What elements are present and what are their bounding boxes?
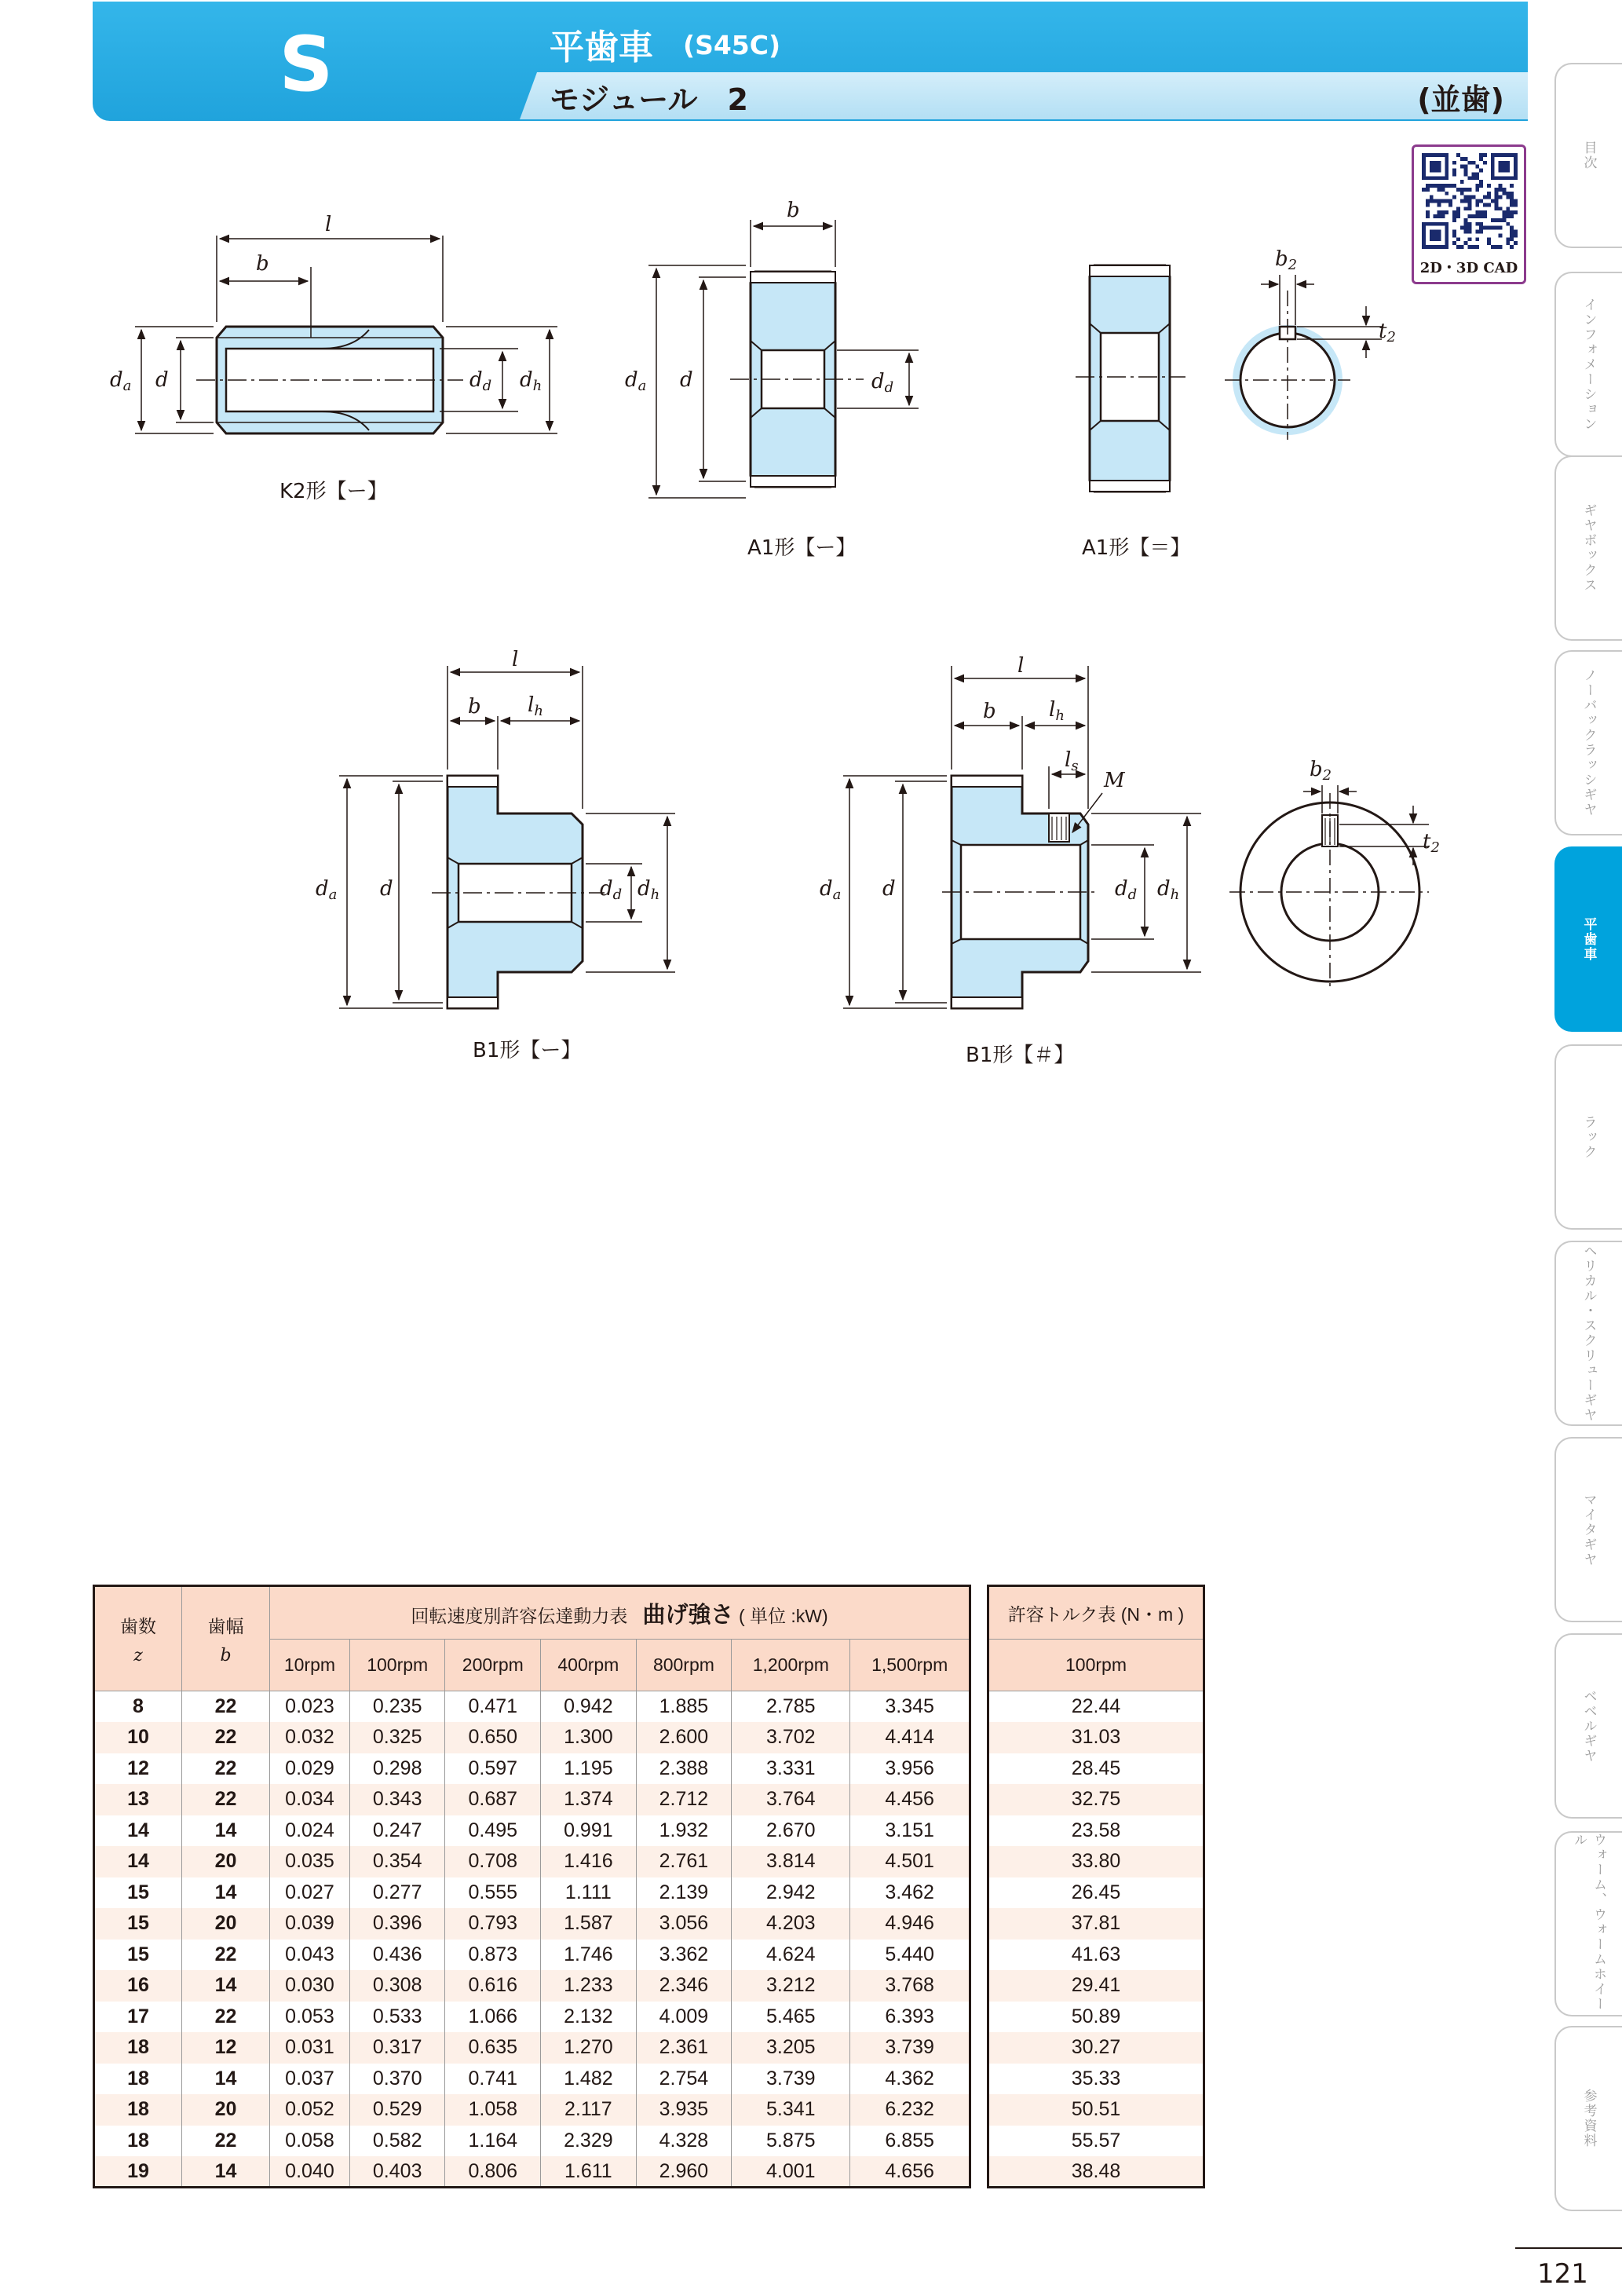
table-row <box>94 1815 970 1847</box>
power-cell: 0.942 <box>541 1691 637 1723</box>
power-cell: 0.635 <box>445 2032 541 2064</box>
power-cell: 1.587 <box>541 1908 637 1940</box>
power-cell: 2.132 <box>541 2002 637 2033</box>
power-cell: 0.023 <box>270 1691 350 1723</box>
power-cell: 0.027 <box>270 1877 350 1909</box>
torque-cell: 37.81 <box>988 1908 1204 1940</box>
power-cell: 3.739 <box>732 2064 850 2095</box>
svg-text:dd: dd <box>871 370 894 396</box>
teeth-cell: 12 <box>94 1753 182 1785</box>
torque-cell: 30.27 <box>988 2032 1204 2064</box>
power-cell: 1.058 <box>445 2094 541 2126</box>
power-cell: 3.462 <box>850 1877 970 1909</box>
svg-text:t2: t2 <box>1379 320 1396 345</box>
power-cell: 4.009 <box>636 2002 732 2033</box>
power-cell: 5.440 <box>850 1940 970 1971</box>
power-cell: 1.746 <box>541 1940 637 1971</box>
power-cell: 4.414 <box>850 1722 970 1753</box>
power-cell: 3.764 <box>732 1784 850 1815</box>
power-cell: 4.456 <box>850 1784 970 1815</box>
power-cell: 4.203 <box>732 1908 850 1940</box>
power-cell: 0.053 <box>270 2002 350 2033</box>
svg-text:dd: dd <box>469 368 492 394</box>
diagram-a1-key-label: A1形【＝】 <box>1082 536 1191 560</box>
table-row <box>988 1846 1204 1877</box>
svg-text:lh: lh <box>1049 698 1065 724</box>
width-cell: 22 <box>182 1722 270 1753</box>
svg-text:lh: lh <box>528 693 543 719</box>
teeth-cell: 17 <box>94 2002 182 2033</box>
svg-text:dh: dh <box>520 368 542 394</box>
power-cell: 1.416 <box>541 1846 637 1877</box>
side-tab-label: ノーバックラッシギヤ <box>1580 668 1597 817</box>
torque-cell: 32.75 <box>988 1784 1204 1815</box>
power-cell: 1.195 <box>541 1753 637 1785</box>
teeth-cell: 15 <box>94 1877 182 1909</box>
power-cell: 0.031 <box>270 2032 350 2064</box>
torque-cell: 41.63 <box>988 1940 1204 1971</box>
table-row <box>94 1846 970 1877</box>
svg-text:da: da <box>110 368 132 394</box>
width-cell: 20 <box>182 1846 270 1877</box>
teeth-cell: 19 <box>94 2156 182 2188</box>
side-tab-label: ギヤボックス <box>1580 503 1597 593</box>
side-tab-label: ベベルギヤ <box>1580 1688 1597 1764</box>
page-title: 平歯車 <box>550 27 653 68</box>
table-row <box>94 2064 970 2095</box>
svg-text:dd: dd <box>1115 877 1138 903</box>
page-number-rule <box>1515 2247 1622 2249</box>
rpm-header: 1,200rpm <box>732 1640 850 1691</box>
svg-text:da: da <box>316 877 338 903</box>
power-cell: 1.300 <box>541 1722 637 1753</box>
diagram-b1-plain <box>316 648 675 1062</box>
power-cell: 0.037 <box>270 2064 350 2095</box>
power-cell: 6.393 <box>850 2002 970 2033</box>
power-cell: 0.354 <box>349 1846 445 1877</box>
diagram-b1-set-label: B1形【＃】 <box>966 1044 1075 1067</box>
table-row <box>94 1691 970 1723</box>
width-cell: 22 <box>182 1691 270 1723</box>
power-cell: 2.329 <box>541 2126 637 2157</box>
table-row <box>988 1815 1204 1847</box>
power-cell: 0.277 <box>349 1877 445 1909</box>
power-cell: 2.361 <box>636 2032 732 2064</box>
svg-text:d: d <box>380 877 393 901</box>
diagram-k2-label: K2形【ー】 <box>279 480 388 503</box>
side-tab-label: 参考資料 <box>1580 2089 1597 2148</box>
width-cell: 22 <box>182 1753 270 1785</box>
svg-text:b: b <box>256 252 269 276</box>
power-cell: 0.741 <box>445 2064 541 2095</box>
svg-text:b: b <box>787 199 800 222</box>
power-cell: 1.932 <box>636 1815 732 1847</box>
power-cell: 3.205 <box>732 2032 850 2064</box>
power-cell: 0.370 <box>349 2064 445 2095</box>
torque-cell: 50.89 <box>988 2002 1204 2033</box>
power-cell: 5.465 <box>732 2002 850 2033</box>
power-cell: 0.039 <box>270 1908 350 1940</box>
side-tab-label: 目次 <box>1580 141 1597 170</box>
width-cell: 14 <box>182 2064 270 2095</box>
power-cell: 4.001 <box>732 2156 850 2188</box>
power-cell: 3.345 <box>850 1691 970 1723</box>
torque-cell: 28.45 <box>988 1753 1204 1785</box>
table-row <box>94 2032 970 2064</box>
power-cell: 0.650 <box>445 1722 541 1753</box>
diagram-b1-set <box>820 654 1440 1067</box>
page-number: 121 <box>1537 2258 1588 2290</box>
table-row <box>988 2156 1204 2188</box>
torque-rpm-header: 100rpm <box>988 1640 1204 1691</box>
side-tab-label: ウォーム、ウォームホイール <box>1571 1833 1606 2012</box>
power-cell: 1.270 <box>541 2032 637 2064</box>
torque-cell: 26.45 <box>988 1877 1204 1909</box>
table-row <box>988 1784 1204 1815</box>
power-cell: 0.991 <box>541 1815 637 1847</box>
teeth-cell: 15 <box>94 1940 182 1971</box>
power-cell: 4.656 <box>850 2156 970 2188</box>
torque-header: 許容トルク表 (N・m ) <box>988 1586 1204 1640</box>
power-cell: 0.597 <box>445 1753 541 1785</box>
table-row <box>988 1970 1204 2002</box>
table-row <box>988 1753 1204 1785</box>
torque-cell: 38.48 <box>988 2156 1204 2188</box>
power-cell: 0.471 <box>445 1691 541 1723</box>
side-tab[interactable] <box>1554 455 1622 641</box>
power-cell: 0.024 <box>270 1815 350 1847</box>
side-tab[interactable] <box>1554 272 1622 457</box>
svg-text:l: l <box>512 648 519 671</box>
side-tab-label: ヘリカル・スクリューギヤ <box>1580 1244 1597 1423</box>
svg-text:dh: dh <box>1157 877 1180 903</box>
power-cell: 0.035 <box>270 1846 350 1877</box>
power-cell: 5.875 <box>732 2126 850 2157</box>
teeth-cell: 18 <box>94 2032 182 2064</box>
power-cell: 2.942 <box>732 1877 850 1909</box>
torque-cell: 29.41 <box>988 1970 1204 2002</box>
power-cell: 0.396 <box>349 1908 445 1940</box>
power-cell: 0.058 <box>270 2126 350 2157</box>
side-tab[interactable] <box>1554 1241 1622 1426</box>
power-cell: 4.328 <box>636 2126 732 2157</box>
power-cell: 2.754 <box>636 2064 732 2095</box>
power-cell: 0.247 <box>349 1815 445 1847</box>
power-cell: 4.946 <box>850 1908 970 1940</box>
col-width-header: 歯幅 b <box>182 1586 270 1691</box>
svg-text:b2: b2 <box>1275 247 1298 273</box>
power-cell: 1.066 <box>445 2002 541 2033</box>
svg-text:dh: dh <box>637 877 660 903</box>
power-cell: 0.529 <box>349 2094 445 2126</box>
side-tab-label: 平歯車 <box>1580 916 1597 962</box>
table-row <box>988 1691 1204 1723</box>
rpm-header: 10rpm <box>270 1640 350 1691</box>
power-cell: 0.403 <box>349 2156 445 2188</box>
torque-cell: 33.80 <box>988 1846 1204 1877</box>
power-cell: 0.793 <box>445 1908 541 1940</box>
power-cell: 4.362 <box>850 2064 970 2095</box>
width-cell: 22 <box>182 1784 270 1815</box>
width-cell: 22 <box>182 1940 270 1971</box>
power-cell: 0.873 <box>445 1940 541 1971</box>
svg-text:da: da <box>820 877 842 903</box>
power-cell: 0.032 <box>270 1722 350 1753</box>
svg-text:ls: ls <box>1065 748 1079 774</box>
svg-text:b: b <box>983 700 996 723</box>
power-cell: 1.885 <box>636 1691 732 1723</box>
svg-text:M: M <box>1104 769 1125 792</box>
power-group-header: 回転速度別許容伝達動力表 曲げ強さ ( 単位 :kW) <box>270 1586 970 1640</box>
table-row <box>94 2156 970 2188</box>
power-cell: 0.043 <box>270 1940 350 1971</box>
power-cell: 3.212 <box>732 1970 850 2002</box>
power-cell: 0.034 <box>270 1784 350 1815</box>
width-cell: 14 <box>182 1815 270 1847</box>
table-row <box>94 1877 970 1909</box>
table-row <box>94 1784 970 1815</box>
side-tab-label: ラック <box>1580 1114 1597 1160</box>
svg-text:d: d <box>680 368 693 392</box>
svg-text:da: da <box>625 368 647 394</box>
power-cell: 0.687 <box>445 1784 541 1815</box>
teeth-cell: 18 <box>94 2064 182 2095</box>
power-cell: 3.331 <box>732 1753 850 1785</box>
torque-table <box>987 1585 1205 2188</box>
torque-table-body <box>988 1691 1204 2188</box>
diagram-a1-plain-label: A1形【ー】 <box>747 536 857 560</box>
module-label: モジュール 2 <box>550 82 748 117</box>
torque-cell: 50.51 <box>988 2094 1204 2126</box>
table-row <box>988 1908 1204 1940</box>
teeth-cell: 15 <box>94 1908 182 1940</box>
power-cell: 2.600 <box>636 1722 732 1753</box>
side-tab[interactable] <box>1554 2026 1622 2211</box>
power-cell: 0.317 <box>349 2032 445 2064</box>
rpm-header: 100rpm <box>349 1640 445 1691</box>
side-tab[interactable] <box>1554 1633 1622 1819</box>
power-cell: 2.388 <box>636 1753 732 1785</box>
table-row <box>988 2032 1204 2064</box>
power-cell: 0.030 <box>270 1970 350 2002</box>
teeth-cell: 18 <box>94 2126 182 2157</box>
svg-text:b: b <box>468 695 481 718</box>
power-cell: 0.582 <box>349 2126 445 2157</box>
table-row <box>94 1908 970 1940</box>
side-tab[interactable] <box>1554 1831 1622 2016</box>
table-row <box>94 2094 970 2126</box>
svg-text:t2: t2 <box>1423 830 1440 856</box>
rpm-header: 400rpm <box>541 1640 637 1691</box>
width-cell: 12 <box>182 2032 270 2064</box>
svg-text:l: l <box>1017 654 1025 678</box>
table-row <box>988 1722 1204 1753</box>
torque-cell: 22.44 <box>988 1691 1204 1723</box>
table-row <box>94 1722 970 1753</box>
tooth-type-label: (並歯) <box>1417 82 1504 117</box>
diagram-b1-plain-label: B1形【ー】 <box>473 1039 582 1062</box>
power-cell: 5.341 <box>732 2094 850 2126</box>
width-cell: 22 <box>182 2002 270 2033</box>
power-cell: 0.343 <box>349 1784 445 1815</box>
side-tab[interactable] <box>1554 1437 1622 1622</box>
power-cell: 2.712 <box>636 1784 732 1815</box>
diagram-a1-key <box>1076 247 1396 560</box>
table-row <box>94 2002 970 2033</box>
power-cell: 3.814 <box>732 1846 850 1877</box>
power-cell: 1.233 <box>541 1970 637 2002</box>
power-cell: 0.806 <box>445 2156 541 2188</box>
rpm-header: 800rpm <box>636 1640 732 1691</box>
diagram-a1-plain <box>625 199 919 560</box>
torque-cell: 55.57 <box>988 2126 1204 2157</box>
teeth-cell: 8 <box>94 1691 182 1723</box>
table-row <box>988 2094 1204 2126</box>
width-cell: 20 <box>182 1908 270 1940</box>
table-row <box>94 2126 970 2157</box>
table-row <box>988 2064 1204 2095</box>
power-cell: 6.232 <box>850 2094 970 2126</box>
power-cell: 2.139 <box>636 1877 732 1909</box>
power-cell: 0.436 <box>349 1940 445 1971</box>
power-cell: 3.056 <box>636 1908 732 1940</box>
power-cell: 0.298 <box>349 1753 445 1785</box>
power-cell: 4.501 <box>850 1846 970 1877</box>
width-cell: 20 <box>182 2094 270 2126</box>
power-cell: 2.761 <box>636 1846 732 1877</box>
side-tab-label: インフォメーション <box>1580 297 1597 432</box>
diagram-k2 <box>110 213 557 503</box>
table-row <box>988 2002 1204 2033</box>
power-cell: 3.768 <box>850 1970 970 2002</box>
power-cell: 0.616 <box>445 1970 541 2002</box>
width-cell: 14 <box>182 2156 270 2188</box>
teeth-cell: 13 <box>94 1784 182 1815</box>
teeth-cell: 10 <box>94 1722 182 1753</box>
series-letter: S <box>279 20 334 108</box>
power-cell: 3.956 <box>850 1753 970 1785</box>
power-cell: 1.611 <box>541 2156 637 2188</box>
qr-label: 2D・3D CAD <box>1419 260 1518 276</box>
svg-text:d: d <box>882 877 896 901</box>
power-cell: 2.670 <box>732 1815 850 1847</box>
power-cell: 0.533 <box>349 2002 445 2033</box>
power-cell: 2.346 <box>636 1970 732 2002</box>
torque-cell: 23.58 <box>988 1815 1204 1847</box>
width-cell: 14 <box>182 1970 270 2002</box>
table-row <box>94 1940 970 1971</box>
power-cell: 0.555 <box>445 1877 541 1909</box>
power-cell: 0.029 <box>270 1753 350 1785</box>
power-cell: 1.164 <box>445 2126 541 2157</box>
teeth-cell: 14 <box>94 1846 182 1877</box>
side-tab[interactable] <box>1554 650 1622 835</box>
power-table <box>93 1585 971 2188</box>
power-cell: 2.117 <box>541 2094 637 2126</box>
power-cell: 4.624 <box>732 1940 850 1971</box>
teeth-cell: 16 <box>94 1970 182 2002</box>
side-tab-label: マイタギヤ <box>1580 1492 1597 1567</box>
side-tab[interactable] <box>1554 1044 1622 1230</box>
power-cell: 2.785 <box>732 1691 850 1723</box>
power-cell: 0.495 <box>445 1815 541 1847</box>
power-cell: 3.739 <box>850 2032 970 2064</box>
power-cell: 0.235 <box>349 1691 445 1723</box>
col-teeth-header: 歯数 z <box>94 1586 182 1691</box>
power-cell: 3.151 <box>850 1815 970 1847</box>
power-cell: 3.702 <box>732 1722 850 1753</box>
gear-diagrams <box>0 0 1539 1178</box>
power-cell: 1.482 <box>541 2064 637 2095</box>
power-cell: 3.935 <box>636 2094 732 2126</box>
power-table-body <box>94 1691 970 2188</box>
rpm-header: 1,500rpm <box>850 1640 970 1691</box>
table-row <box>988 1940 1204 1971</box>
rpm-header: 200rpm <box>445 1640 541 1691</box>
svg-text:l: l <box>325 213 332 236</box>
teeth-cell: 14 <box>94 1815 182 1847</box>
teeth-cell: 18 <box>94 2094 182 2126</box>
table-row <box>94 1753 970 1785</box>
table-row <box>94 1970 970 2002</box>
side-tab[interactable] <box>1554 846 1622 1032</box>
torque-cell: 35.33 <box>988 2064 1204 2095</box>
svg-text:d: d <box>155 368 169 392</box>
power-cell: 0.052 <box>270 2094 350 2126</box>
power-cell: 6.855 <box>850 2126 970 2157</box>
material-label: (S45C) <box>683 30 781 60</box>
power-cell: 0.708 <box>445 1846 541 1877</box>
power-cell: 2.960 <box>636 2156 732 2188</box>
side-tab[interactable] <box>1554 63 1622 248</box>
power-cell: 0.308 <box>349 1970 445 2002</box>
svg-text:b2: b2 <box>1310 758 1332 784</box>
width-cell: 22 <box>182 2126 270 2157</box>
power-cell: 0.040 <box>270 2156 350 2188</box>
power-cell: 1.374 <box>541 1784 637 1815</box>
torque-cell: 31.03 <box>988 1722 1204 1753</box>
power-cell: 3.362 <box>636 1940 732 1971</box>
table-row <box>988 2126 1204 2157</box>
power-cell: 0.325 <box>349 1722 445 1753</box>
svg-text:dd: dd <box>600 877 623 903</box>
table-row <box>988 1877 1204 1909</box>
width-cell: 14 <box>182 1877 270 1909</box>
power-cell: 1.111 <box>541 1877 637 1909</box>
